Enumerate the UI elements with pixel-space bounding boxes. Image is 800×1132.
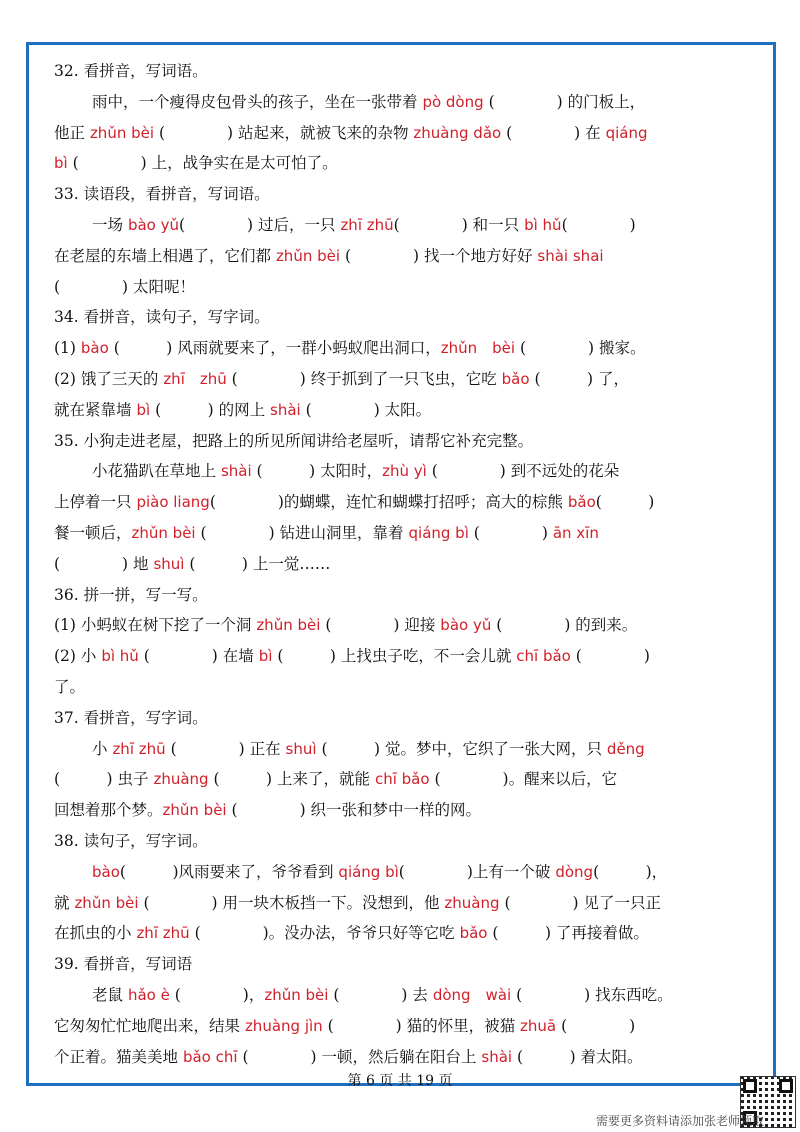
page-number: 第 6 页 共 19 页 — [347, 1073, 453, 1089]
pinyin-text: bǎo — [501, 369, 530, 388]
sentence-text: 在老屋的东墙上相遇了，它们都 — [54, 246, 276, 265]
text-line — [54, 580, 754, 611]
pinyin-text: zhǔn bèi — [256, 616, 321, 635]
text-line — [54, 518, 754, 549]
text-line — [54, 703, 754, 734]
sentence-text: 就 — [54, 893, 75, 912]
pinyin-text: bào — [80, 339, 109, 358]
text-line — [54, 87, 754, 118]
sentence-text: 34. 看拼音，读句子，写字词。 — [54, 308, 270, 327]
pinyin-text: shuì — [153, 554, 185, 573]
sentence-text: (1) 小蚂蚁在树下挖了一个洞 — [54, 616, 257, 635]
pinyin-text: bì — [258, 647, 273, 666]
text-line — [54, 333, 754, 364]
pinyin-text: zhuā — [520, 1016, 557, 1035]
sentence-text: ( ) 的到来。 — [491, 616, 638, 635]
sentence-text: ( ) 和一只 — [393, 215, 525, 234]
text-line — [54, 118, 754, 149]
pinyin-text: zhī zhū — [163, 369, 227, 388]
sentence-text: ( ) 上找虫子吃，不一会儿就 — [272, 647, 517, 666]
sentence-text: 小 — [92, 739, 113, 758]
sentence-text: ( ) 上来了，就能 — [208, 770, 375, 789]
text-line — [54, 210, 754, 241]
sentence-text: 雨中，一个瘦得皮包骨头的孩子，坐在一张带着 — [92, 92, 423, 111]
sentence-text: 个正着。猫美美地 — [54, 1047, 183, 1066]
sentence-text: ( ) 过后，一只 — [178, 215, 341, 234]
sentence-text: 小花猫趴在草地上 — [92, 462, 221, 481]
sentence-text: ( ) 一顿，然后躺在阳台上 — [237, 1047, 482, 1066]
text-line — [54, 980, 754, 1011]
pinyin-text: piào liang — [136, 493, 210, 512]
pinyin-text: pò dòng — [422, 92, 484, 111]
sentence-text: ( ) 找东西吃。 — [511, 985, 673, 1004]
text-line — [54, 1042, 754, 1073]
pinyin-text: zhǔn bèi — [74, 893, 139, 912]
sentence-text: ( )的蝴蝶，连忙和蝴蝶打招呼；高大的棕熊 — [209, 493, 568, 512]
pinyin-text: zhī zhū — [136, 924, 190, 943]
pinyin-text: bào yǔ — [127, 215, 179, 234]
pinyin-text: qiáng bì — [408, 523, 469, 542]
pinyin-text: dòng — [555, 862, 594, 881]
pinyin-text: dòng wài — [432, 985, 512, 1004]
sentence-text: ( ) 见了一只正 — [499, 893, 661, 912]
sentence-text: ( ) 站起来，就被飞来的杂物 — [154, 123, 414, 142]
sentence-text: ( ) 风雨就要来了，一群小蚂蚁爬出洞口， — [108, 339, 441, 358]
sentence-text: ( ) 织一张和梦中一样的网。 — [226, 801, 482, 820]
pinyin-text: zhǔn bèi — [89, 123, 155, 142]
sentence-text: ( ) 猫的怀里，被猫 — [322, 1016, 521, 1035]
text-line — [54, 549, 754, 580]
text-line — [54, 764, 754, 795]
text-line — [54, 302, 754, 333]
sentence-text: ( ) 到不远处的花朵 — [426, 462, 620, 481]
sentence-text: ( )风雨要来了，爷爷看到 — [119, 862, 339, 881]
pinyin-text: zhuàng dǎo — [413, 123, 502, 142]
text-line — [54, 888, 754, 919]
sentence-text: ( ) 的门板上， — [483, 92, 646, 111]
pinyin-text: děng — [606, 739, 645, 758]
sentence-text: 一场 — [92, 215, 128, 234]
sentence-text: (2) 小 — [54, 647, 102, 666]
sentence-text: ( ) 太阳呢！ — [54, 277, 196, 296]
sentence-text: ( ) 去 — [328, 985, 433, 1004]
sentence-text: ( ) 着太阳。 — [512, 1047, 643, 1066]
pinyin-text: zhǔn bèi — [162, 801, 227, 820]
text-line — [54, 918, 754, 949]
text-line — [54, 241, 754, 272]
text-line — [54, 734, 754, 765]
text-line — [54, 795, 754, 826]
pinyin-text: zhuàng jìn — [244, 1016, 323, 1035]
text-line — [54, 179, 754, 210]
pinyin-text: zhǔn bèi — [440, 339, 516, 358]
sentence-text: ( )上有一个破 — [398, 862, 556, 881]
pinyin-text: bǎo — [459, 924, 488, 943]
pinyin-text: zhǔn bèi — [275, 246, 341, 265]
text-line — [54, 826, 754, 857]
text-line — [54, 426, 754, 457]
sentence-text: ( ) — [570, 647, 650, 666]
text-line — [54, 1011, 754, 1042]
worksheet-content — [54, 56, 754, 1072]
sentence-text: (1) — [54, 339, 81, 358]
sentence-text: ( ) 地 — [54, 554, 154, 573]
sentence-text: ( )， — [169, 985, 265, 1004]
pinyin-text: zhǔn bèi — [264, 985, 329, 1004]
pinyin-text: chī bǎo — [374, 770, 430, 789]
sentence-text: ( ) 在 — [501, 123, 606, 142]
pinyin-text: zhǔn bèi — [131, 523, 196, 542]
sentence-text: ( ) 迎接 — [320, 616, 441, 635]
text-line — [54, 949, 754, 980]
pinyin-text: bì — [54, 154, 68, 173]
sentence-text: 了。 — [54, 677, 86, 696]
pinyin-text: shuì — [285, 739, 317, 758]
text-line — [54, 641, 754, 672]
sentence-text: 35. 小狗走进老屋，把路上的所见所闻讲给老屋听，请帮它补充完整。 — [54, 431, 534, 450]
pinyin-text: ān xīn — [552, 523, 599, 542]
sentence-text: ( ) 太阳时， — [251, 462, 383, 481]
sentence-text: ( ) 虫子 — [54, 770, 154, 789]
pinyin-text: shài shai — [537, 246, 604, 265]
contact-notice: 需要更多资料请添加张老师领取 — [595, 1114, 764, 1128]
pinyin-text: shài — [220, 462, 252, 481]
page-footer — [0, 1070, 800, 1090]
pinyin-text: chī bǎo — [516, 647, 571, 666]
sentence-text: ( ) 了再接着做。 — [487, 924, 649, 943]
sentence-text: ( ) — [561, 215, 636, 234]
sentence-text: 它匆匆忙忙地爬出来，结果 — [54, 1016, 245, 1035]
sentence-text: 37. 看拼音，写字词。 — [54, 708, 208, 727]
sentence-text: ( ) 搬家。 — [515, 339, 646, 358]
pinyin-text: zhù yì — [382, 462, 427, 481]
sentence-text: ( ) 钻进山洞里，靠着 — [195, 523, 409, 542]
sentence-text: ( ) 的网上 — [150, 400, 271, 419]
sentence-text: ( ) — [595, 493, 655, 512]
pinyin-text: bǎo — [567, 493, 596, 512]
sentence-text: 他正 — [54, 123, 90, 142]
pinyin-text: bì hǔ — [524, 215, 562, 234]
sentence-text: 上停着一只 — [54, 493, 137, 512]
sentence-text: ( ) 用一块木板挡一下。没想到，他 — [138, 893, 445, 912]
text-line — [54, 364, 754, 395]
sentence-text: 36. 拼一拼，写一写。 — [54, 585, 208, 604]
text-line — [54, 148, 754, 179]
text-line — [54, 56, 754, 87]
sentence-text: ( ) 上，战争实在是太可怕了。 — [67, 154, 338, 173]
sentence-text: (2) 饿了三天的 — [54, 369, 164, 388]
sentence-text: ( ) 了， — [529, 369, 629, 388]
text-line — [54, 456, 754, 487]
pinyin-text: zhuàng — [444, 893, 500, 912]
pinyin-text: bì hǔ — [101, 647, 139, 666]
sentence-text: 38. 读句子，写字词。 — [54, 831, 208, 850]
sentence-text: 33. 读语段，看拼音，写词语。 — [54, 185, 270, 204]
sentence-text: ( )， — [593, 862, 668, 881]
sentence-text: ( )。没办法，爷爷只好等它吃 — [189, 924, 460, 943]
pinyin-text: bǎo chī — [182, 1047, 238, 1066]
text-line — [54, 487, 754, 518]
sentence-text: ( )。醒来以后，它 — [429, 770, 618, 789]
sentence-text: ( ) 觉。梦中，它织了一张大网，只 — [316, 739, 607, 758]
sentence-text: 餐一顿后， — [54, 523, 132, 542]
sentence-text: ( ) 正在 — [165, 739, 286, 758]
pinyin-text: shài — [270, 400, 301, 419]
text-line — [54, 610, 754, 641]
pinyin-text: zhī zhū — [112, 739, 166, 758]
text-line — [54, 272, 754, 303]
sentence-text: 就在紧靠墙 — [54, 400, 137, 419]
text-line — [54, 672, 754, 703]
sentence-text: 32. 看拼音，写词语。 — [54, 62, 208, 80]
sentence-text: ( ) — [468, 523, 553, 542]
pinyin-text: bào yǔ — [440, 616, 492, 635]
sentence-text: ( ) 太阳。 — [300, 400, 432, 419]
text-line — [54, 395, 754, 426]
sentence-text: ( ) 上一觉…… — [184, 554, 331, 573]
sentence-text: ( ) 在墙 — [138, 647, 259, 666]
pinyin-text: bì — [136, 400, 151, 419]
sentence-text: ( ) — [556, 1016, 636, 1035]
pinyin-text: hǎo è — [127, 985, 170, 1004]
text-line — [54, 857, 754, 888]
sentence-text: ( ) 找一个地方好好 — [340, 246, 538, 265]
pinyin-text: bào — [92, 862, 120, 881]
sentence-text: 老鼠 — [92, 985, 128, 1004]
pinyin-text: qiáng bì — [338, 862, 399, 881]
pinyin-text: shài — [481, 1047, 513, 1066]
pinyin-text: qiáng — [605, 123, 648, 142]
pinyin-text: zhuàng — [153, 770, 209, 789]
sentence-text: 在抓虫的小 — [54, 924, 137, 943]
sentence-text: 回想着那个梦。 — [54, 801, 163, 820]
sentence-text: ( ) 终于抓到了一只飞虫，它吃 — [226, 369, 502, 388]
pinyin-text: zhī zhū — [340, 215, 394, 234]
sentence-text: 39. 看拼音，写词语 — [54, 955, 193, 974]
